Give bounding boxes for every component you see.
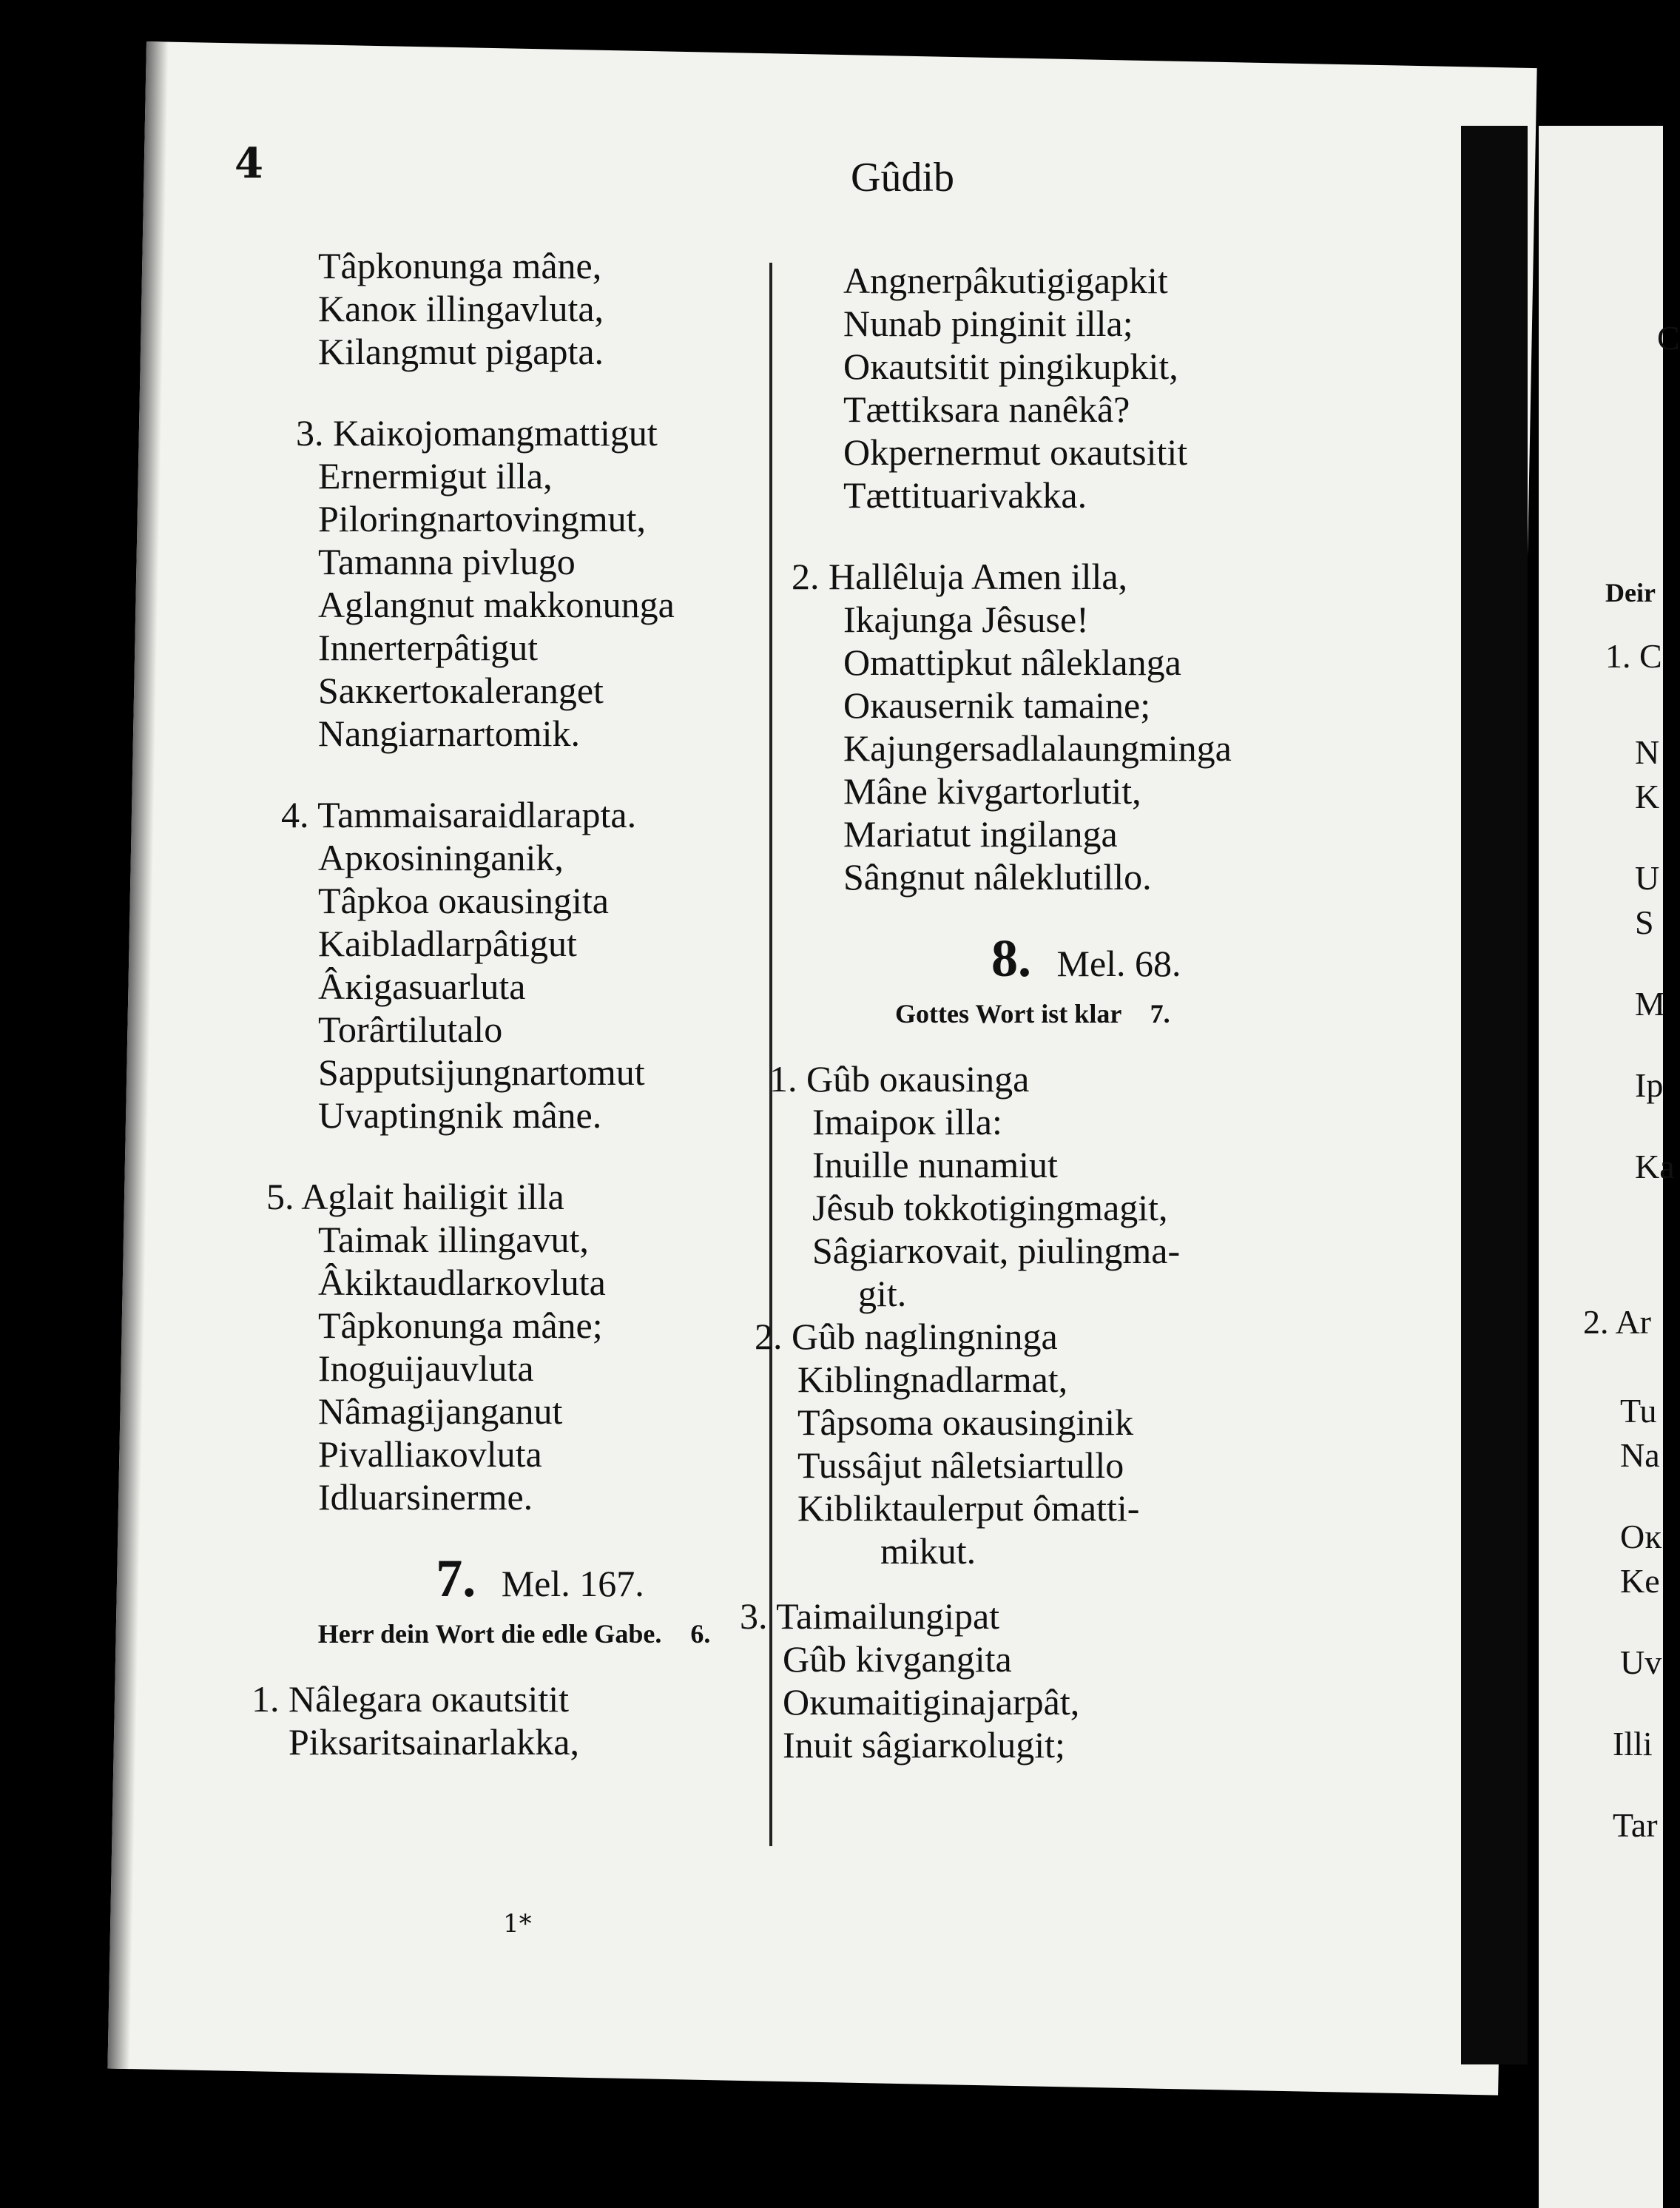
verse-line: Kajungersadlalaungminga <box>843 727 1232 769</box>
verse-2b <box>755 1315 1435 1572</box>
adjacent-fragment: Uv <box>1620 1643 1662 1681</box>
verse-line: 1. Gûb oĸausinga <box>769 1058 1030 1100</box>
verse-line: Kiblingnadlarmat, <box>797 1359 1068 1400</box>
adjacent-fragment: N <box>1635 733 1660 771</box>
verse-line: Gûb kivgangita <box>783 1638 1012 1680</box>
adjacent-fragment: Tu <box>1620 1392 1657 1430</box>
hymn-number: 8. <box>991 929 1031 988</box>
verse-line: Kanoĸ illingavluta, <box>318 288 604 329</box>
verse-line: Tættiksara nanêkâ? <box>843 388 1130 430</box>
verse-line: Nâmagijanganut <box>318 1390 563 1432</box>
verse-line: Tâpsoma oĸausinginik <box>797 1401 1134 1443</box>
adjacent-fragment: Ke <box>1620 1562 1660 1600</box>
left-column <box>252 244 762 1763</box>
verse-line: Torârtilutalo <box>318 1009 503 1050</box>
verse-line: Sapputsijungnartomut <box>318 1051 645 1093</box>
tune-title: Herr dein Wort die edle Gabe. <box>317 1619 662 1649</box>
adjacent-page <box>1539 126 1680 2208</box>
verse-5 <box>266 1175 762 1518</box>
verse-line: Âĸigasuarluta <box>318 966 526 1007</box>
adjacent-fragment: K <box>1635 778 1660 815</box>
verse-line: git. <box>858 1273 907 1314</box>
page-number: 4 <box>235 139 263 188</box>
verse-line: Tussâjut nâletsiartullo <box>797 1444 1124 1486</box>
verse-line: Nunab pinginit illa; <box>843 303 1133 344</box>
verse-line: Mariatut ingilanga <box>843 813 1118 855</box>
verse-line: Okpernermut oĸautsitit <box>843 431 1188 473</box>
verse-line: Oĸautsitit pingikupkit, <box>843 346 1178 387</box>
verse-line: Uvaptingnik mâne. <box>318 1094 602 1136</box>
verse-line: 1. Nâlegara oĸautsitit <box>252 1678 570 1720</box>
verse-line: Imaipoĸ illa: <box>812 1101 1002 1142</box>
verse-3b <box>740 1595 1435 1766</box>
verse-line: Kibliktaulerput ômatti- <box>797 1487 1140 1529</box>
verse-line: Jêsub tokkotigingmagit, <box>812 1187 1168 1228</box>
verse-line: Pivalliaĸovluta <box>318 1433 542 1475</box>
adjacent-fragment: 1. C <box>1605 637 1662 675</box>
hymn-number: 7. <box>436 1549 476 1608</box>
verse-line: Omattipkut nâleklanga <box>843 642 1181 683</box>
verse-line: Innerterpâtigut <box>318 627 539 668</box>
verse-line: Sâgiarĸovait, piulingma- <box>812 1230 1181 1271</box>
adjacent-fragment: Oĸ <box>1620 1518 1662 1555</box>
running-head: Gûdib <box>851 155 954 201</box>
book-spine <box>1461 126 1528 2064</box>
verse-line: Idluarsinerme. <box>318 1476 533 1518</box>
hymn-melody: Mel. 167. <box>501 1563 644 1604</box>
adjacent-fragment: S <box>1635 903 1654 941</box>
verse-line: Nangiarnartomik. <box>318 713 581 754</box>
verse-line: Ernermigut illa, <box>318 455 553 497</box>
verse-line: 2. Gûb naglingninga <box>755 1316 1058 1357</box>
adjacent-fragment: M <box>1635 985 1665 1023</box>
page-gutter-shadow <box>107 41 169 2069</box>
verse-line: Piksaritsainarlakka, <box>289 1721 579 1763</box>
verse-line: Oĸausernik tamaine; <box>843 684 1151 726</box>
verse-line: Apĸosininganik, <box>318 837 564 878</box>
verse-line: Inuille nunamiut <box>812 1144 1058 1185</box>
signature-mark: 1* <box>503 1909 532 1939</box>
verse-line: Sângnut nâleklutillo. <box>843 856 1152 898</box>
adjacent-fragment: Na <box>1620 1436 1660 1474</box>
verse-4 <box>281 793 762 1137</box>
adjacent-fragment: Deir <box>1605 578 1656 607</box>
adjacent-fragment: U <box>1635 859 1660 897</box>
adjacent-fragment: Illi <box>1613 1725 1653 1763</box>
adjacent-fragment: Ka <box>1635 1148 1675 1185</box>
hymn-melody: Mel. 68. <box>1056 943 1181 984</box>
adjacent-fragment: Ip <box>1635 1066 1664 1104</box>
verse-line: Mâne kivgartorlutit, <box>843 770 1141 812</box>
verse-line: Angnerpâkutigigapkit <box>843 260 1168 301</box>
verse-2 <box>792 555 1435 898</box>
hymn-7-heading <box>318 1549 762 1608</box>
verse-line: Inuit sâgiarĸolugit; <box>783 1724 1065 1766</box>
verse-line: Ikajunga Jêsuse! <box>843 599 1089 640</box>
verse-line: Inoguijauvluta <box>318 1347 534 1389</box>
verse-line: Kaibladlarpâtigut <box>318 923 577 964</box>
verse-line: Tâpkonunga mâne, <box>318 245 602 286</box>
right-column <box>740 259 1435 1766</box>
verse-continuation <box>843 259 1435 516</box>
verse-line: Saĸĸertoĸaleranget <box>318 670 604 711</box>
verse-line: Tamanna pivlugo <box>318 541 576 582</box>
verse-line: Kilangmut pigapta. <box>318 331 604 372</box>
verse-line: Taimak illingavut, <box>318 1219 589 1260</box>
verse-line: 3. Taimailungipat <box>740 1595 1000 1637</box>
verse-line: Oĸumaitiginajarpât, <box>783 1681 1080 1723</box>
verse-line: Âkiktaudlarĸovluta <box>318 1262 606 1303</box>
adjacent-fragment: 2. Ar <box>1583 1303 1651 1341</box>
verse-line: mikut. <box>880 1530 976 1572</box>
adjacent-fragment: Tar <box>1613 1806 1658 1844</box>
verse-line: 4. Tammaisaraidlarapta. <box>281 794 637 835</box>
verse-3 <box>296 411 762 755</box>
verse-line: 5. Aglait hailigit illa <box>266 1176 564 1217</box>
hymn-8-heading <box>843 929 1435 988</box>
tune-order: 7. <box>1150 999 1170 1029</box>
verse-line: Aglangnut makkonunga <box>318 584 675 625</box>
tune-title: Gottes Wort ist klar <box>895 999 1121 1029</box>
tune-order: 6. <box>690 1619 711 1649</box>
adjacent-fragment: C <box>1657 319 1680 357</box>
verse-1 <box>769 1057 1435 1315</box>
verse-line: Tâpkonunga mâne; <box>318 1305 603 1346</box>
hymn-8-tune <box>843 992 1435 1035</box>
hymn-7-tune <box>266 1612 762 1655</box>
verse-line: Tâpkoa oĸausingita <box>318 880 609 921</box>
verse-line: 2. Hallêluja Amen illa, <box>792 556 1128 597</box>
verse-line: 3. Kaiĸojomangmattigut <box>296 412 658 454</box>
verse-continuation <box>318 244 762 373</box>
verse-line: Tættituarivakka. <box>843 474 1087 516</box>
verse-line: Piloringnartovingmut, <box>318 498 647 539</box>
